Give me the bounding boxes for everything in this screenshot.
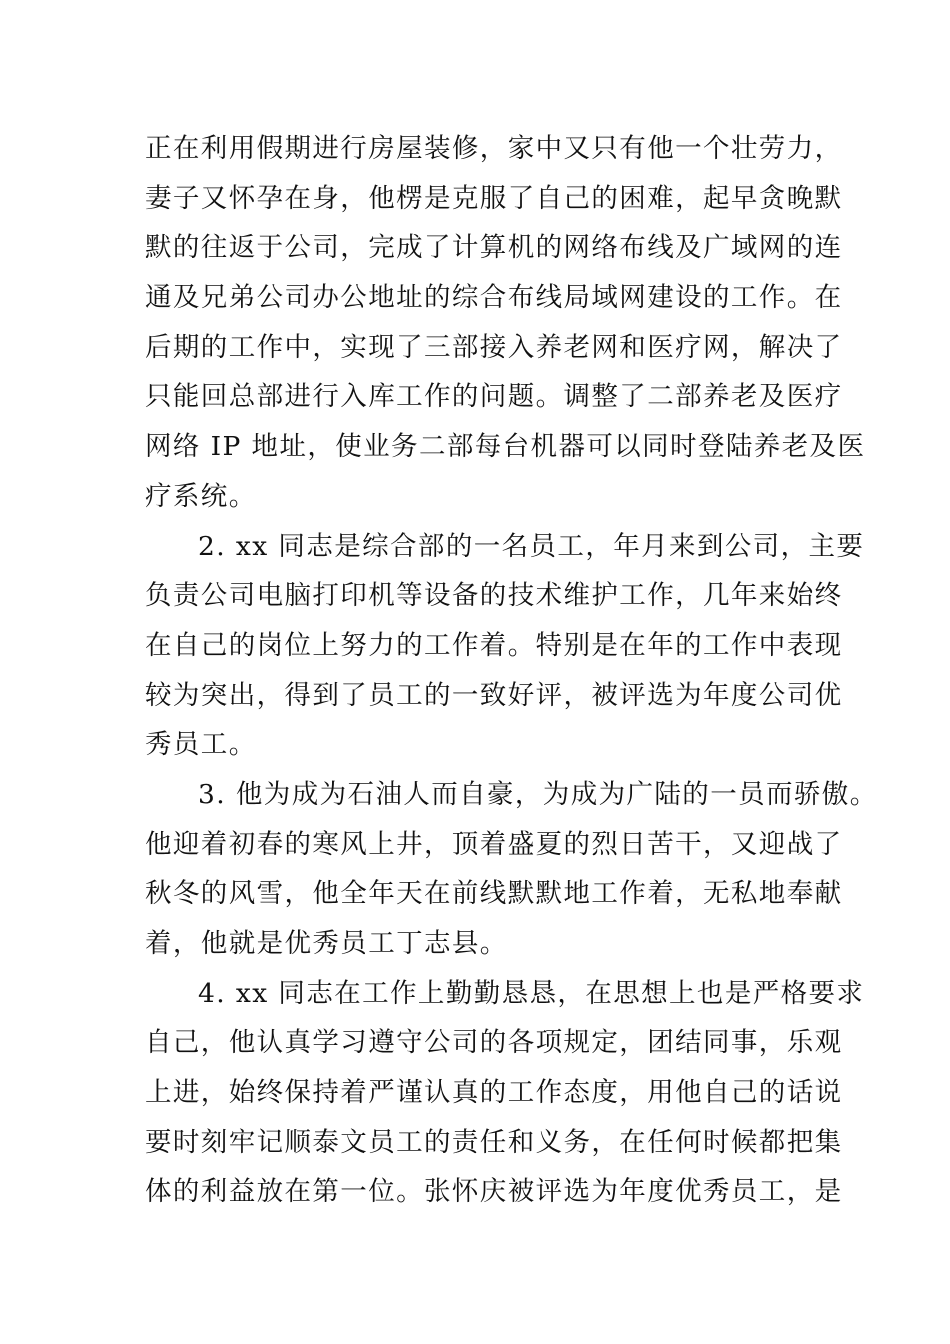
text-line: 2. xx 同志是综合部的一名员工，年月来到公司，主要 <box>198 530 865 562</box>
text-line: 3. 他为成为石油人而自豪，为成为广陆的一员而骄傲。 <box>198 778 878 810</box>
text-line: 正在利用假期进行房屋装修，家中又只有他一个壮劳力， <box>145 133 843 164</box>
text-line: 他迎着初春的寒风上井，顶着盛夏的烈日苦干，又迎战了 <box>145 828 843 860</box>
text-line: 秀员工。 <box>145 729 257 761</box>
text-line: 默的往返于公司，完成了计算机的网络布线及广域网的连 <box>145 232 843 264</box>
paragraph-1 <box>145 124 866 522</box>
text-line: 上进，始终保持着严谨认真的工作态度，用他自己的话说 <box>145 1077 843 1109</box>
text-line: 负责公司电脑打印机等设备的技术维护工作，几年来始终 <box>145 580 843 612</box>
text-line: 后期的工作中，实现了三部接入养老网和医疗网，解决了 <box>145 331 843 363</box>
text-line: 体的利益放在第一位。张怀庆被评选为年度优秀员工，是 <box>145 1176 843 1208</box>
text-line: 4. xx 同志在工作上勤勤恳恳，在思想上也是严格要求 <box>198 977 865 1009</box>
text-line: 网络 IP 地址，使业务二部每台机器可以同时登陆养老及医 <box>145 431 866 463</box>
text-line: 只能回总部进行入库工作的问题。调整了二部养老及医疗 <box>145 381 843 413</box>
text-line: 秋冬的风雪，他全年天在前线默默地工作着，无私地奉献 <box>145 878 843 910</box>
text-line: 通及兄弟公司办公地址的综合布线局域网建设的工作。在 <box>145 282 843 314</box>
text-line: 疗系统。 <box>145 480 257 512</box>
paragraph-3 <box>145 770 878 969</box>
text-line: 妻子又怀孕在身，他楞是克服了自己的困难，起早贪晚默 <box>145 182 843 214</box>
text-line: 较为突出，得到了员工的一致好评，被评选为年度公司优 <box>145 679 843 711</box>
text-line: 要时刻牢记顺泰文员工的责任和义务，在任何时候都把集 <box>145 1126 843 1158</box>
text-line: 自己，他认真学习遵守公司的各项规定，团结同事，乐观 <box>145 1027 843 1059</box>
document-body <box>145 124 878 1217</box>
text-line: 着，他就是优秀员工丁志县。 <box>145 928 508 959</box>
text-line: 在自己的岗位上努力的工作着。特别是在年的工作中表现 <box>145 629 843 661</box>
paragraph-4 <box>145 969 865 1217</box>
paragraph-2 <box>145 522 865 770</box>
